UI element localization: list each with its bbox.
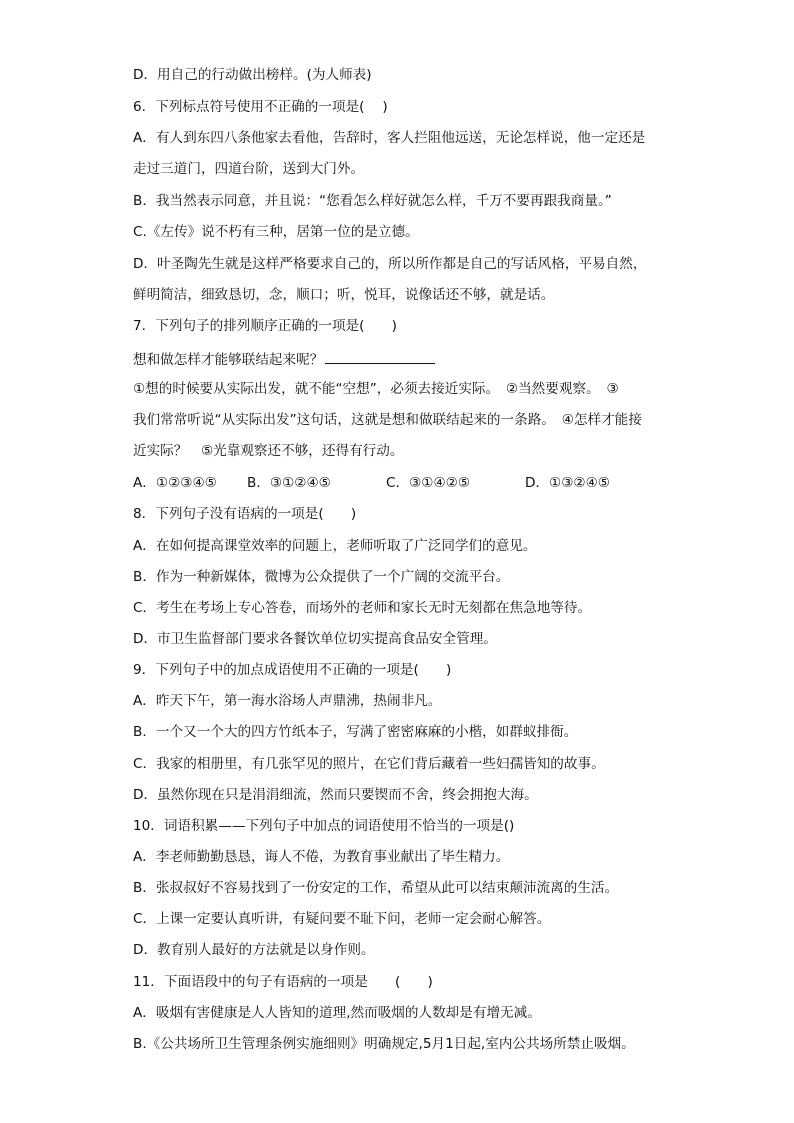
question-7: 7．下列句子的排列顺序正确的一项是( ) — [133, 318, 397, 334]
q6-option-c: C.《左传》说不朽有三种，居第一位的是立德。 — [133, 224, 419, 240]
option-d-q5: D．用自己的行动做出榜样。(为人师表) — [133, 67, 372, 83]
q11-option-b: B.《公共场所卫生管理条例实施细则》明确规定,5月1日起,室内公共场所禁止吸烟。 — [133, 1036, 635, 1052]
q6-option-a: A．有人到东四八条他家去看他，告辞时，客人拦阻他远送，无论怎样说，他一定还是 — [133, 130, 646, 146]
q6-option-b: B．我当然表示同意，并且说：“您看怎么样好就怎么样，千万不要再跟我商量。” — [133, 193, 612, 209]
q8-option-d: D．市卫生监督部门要求各餐饮单位切实提高食品安全管理。 — [133, 631, 497, 647]
question-6: 6．下列标点符号使用不正确的一项是( ) — [133, 99, 388, 115]
q9-option-b: B．一个又一个大的四方竹纸本子，写满了密密麻麻的小楷，如群蚁排衙。 — [133, 724, 578, 740]
q9-option-d: D．虽然你现在只是涓涓细流，然而只要锲而不舍，终会拥抱大海。 — [133, 787, 538, 803]
answer-blank — [325, 349, 435, 364]
q7-options-row — [133, 474, 610, 492]
q7-sentences-3: 近实际？ ⑤光靠观察还不够，还得有行动。 — [133, 443, 404, 459]
question-11: 11．下面语段中的句子有语病的一项是 ( ) — [133, 974, 433, 990]
q9-option-c: C．我家的相册里，有几张罕见的照片，在它们背后藏着一些妇孺皆知的故事。 — [133, 756, 605, 772]
q7-option-c: C．③①④②⑤ — [386, 475, 471, 491]
q10-option-a: A．李老师勤勤恳恳，诲人不倦，为教育事业献出了毕生精力。 — [133, 849, 510, 865]
q7-prompt: 想和做怎样才能够联结起来呢？ — [133, 352, 324, 368]
question-8: 8．下列句子没有语病的一项是( ) — [133, 506, 357, 522]
q10-option-b: B．张叔叔好不容易找到了一份安定的工作，希望从此可以结束颠沛流离的生活。 — [133, 880, 619, 896]
q7-option-b: B．③①②④⑤ — [247, 475, 331, 491]
q7-prompt-line — [133, 349, 435, 369]
q6-option-a-cont: 走过三道门，四道台阶，送到大门外。 — [133, 161, 365, 177]
q11-option-a: A．吸烟有害健康是人人皆知的道理,然而吸烟的人数却是有增无减。 — [133, 1005, 541, 1021]
q7-option-d: D．①③②④⑤ — [525, 475, 610, 491]
q7-sentences-2: 我们常常听说“从实际出发”这句话，这就是想和做联结起来的一条路。 ④怎样才能接 — [133, 412, 642, 428]
q7-option-a: A．①②③④⑤ — [133, 475, 217, 491]
question-9: 9．下列句子中的加点成语使用不正确的一项是( ) — [133, 662, 452, 678]
q9-option-a: A．昨天下午，第一海水浴场人声鼎沸，热闹非凡。 — [133, 693, 442, 709]
q8-option-c: C．考生在考场上专心答卷，而场外的老师和家长无时无刻都在焦急地等待。 — [133, 600, 592, 616]
q10-option-d: D．教育别人最好的方法就是以身作则。 — [133, 942, 375, 958]
q6-option-d-cont: 鲜明简洁，细致恳切，念，顺口；听，悦耳，说像话还不够，就是话。 — [133, 287, 555, 303]
q8-option-b: B．作为一种新媒体，微博为公众提供了一个广阔的交流平台。 — [133, 569, 510, 585]
q6-option-d: D．叶圣陶先生就是这样严格要求自己的，所以所作都是自己的写话风格，平易自然， — [133, 256, 647, 272]
question-10: 10．词语积累——下列句子中加点的词语使用不恰当的一项是() — [133, 818, 515, 834]
q8-option-a: A．在如何提高课堂效率的问题上，老师听取了广泛同学们的意见。 — [133, 538, 537, 554]
q7-sentences-1: ①想的时候要从实际出发，就不能“空想”，必须去接近实际。 ②当然要观察。 ③ — [133, 381, 619, 397]
q10-option-c: C．上课一定要认真听讲，有疑问要不耻下问，老师一定会耐心解答。 — [133, 911, 551, 927]
